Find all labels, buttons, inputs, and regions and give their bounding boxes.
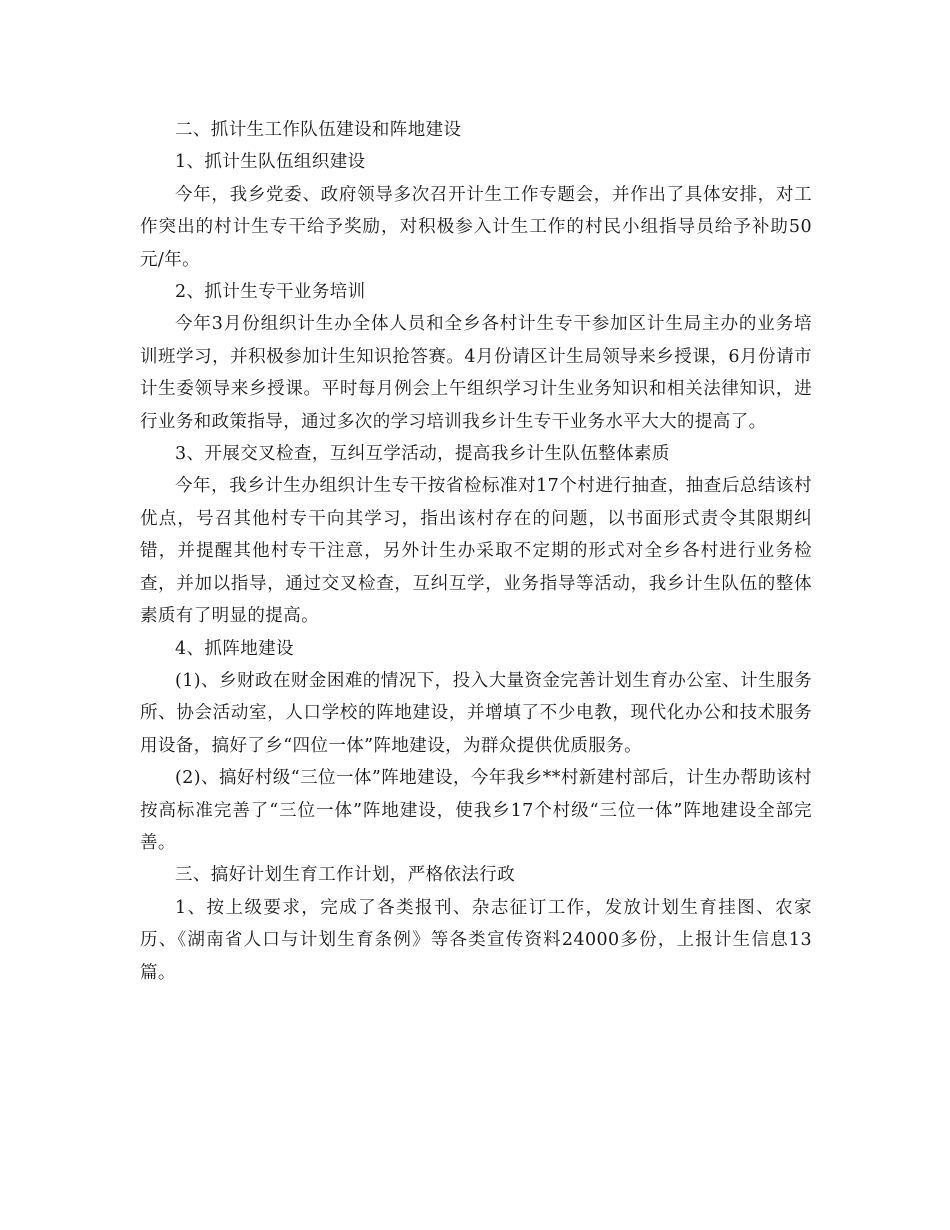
paragraph-village-position: (2)、搞好村级“三位一体”阵地建设，今年我乡**村新建村部后，计生办帮助该村按高标准完善了“三位一体”阵地建设，使我乡17个村级“三位一体”阵地建设全部完善。	[140, 768, 812, 853]
section-heading-3: 三、搞好计划生育工作计划，严格依法行政	[175, 865, 516, 886]
document-body	[140, 114, 812, 989]
subheading-cross-inspection: 3、开展交叉检查，互纠互学活动，提高我乡计生队伍整体素质	[175, 444, 670, 465]
paragraph-publicity-materials: 1、按上级要求，完成了各类报刊、杂志征订工作，发放计划生育挂图、农家历、《湖南省人口与计划生育条例》等各类宣传资料24000多份，上报计生信息13篇。	[140, 897, 812, 983]
paragraph-township-position: (1)、乡财政在财金困难的情况下，投入大量资金完善计划生育办公室、计生服务所、协会活动室，人口学校的阵地建设，并增填了不少电教，现代化办公和技术服务用设备，搞好了乡“四位一体”阵地建设，为群众提供优质服务。	[140, 670, 812, 756]
paragraph-team-organization: 今年，我乡党委、政府领导多次召开计生工作专题会，并作出了具体安排，对工作突出的村计生专干给予奖励，对积极参入计生工作的村民小组指导员给予补助50元/年。	[140, 184, 812, 270]
paragraph-cross-inspection: 今年，我乡计生办组织计生专干按省检标准对17个村进行抽查，抽查后总结该村优点，号召其他村专干向其学习，指出该村存在的问题，以书面形式责令其限期纠错，并提醒其他村专干注意，另外计生办采取不定期的形式对全乡各村进行业务检查，并加以指导，通过交叉检查，互纠互学，业务指导等活动，我乡计生队伍的整体素质有了明显的提高。	[140, 476, 812, 627]
paragraph-business-training: 今年3月份组织计生办全体人员和全乡各村计生专干参加区计生局主办的业务培训班学习，并积极参加计生知识抢答赛。4月份请区计生局领导来乡授课，6月份请市计生委领导来乡授课。平时每月例会上午组织学习计生业务知识和相关法律知识，进行业务和政策指导，通过多次的学习培训我乡计生专干业务水平大大的提高了。	[140, 314, 812, 432]
section-heading-2: 二、抓计生工作队伍建设和阵地建设	[175, 120, 462, 140]
subheading-business-training: 2、抓计生专干业务培训	[175, 282, 366, 303]
subheading-position-construction: 4、抓阵地建设	[175, 638, 294, 659]
subheading-team-organization: 1、抓计生队伍组织建设	[175, 152, 366, 173]
